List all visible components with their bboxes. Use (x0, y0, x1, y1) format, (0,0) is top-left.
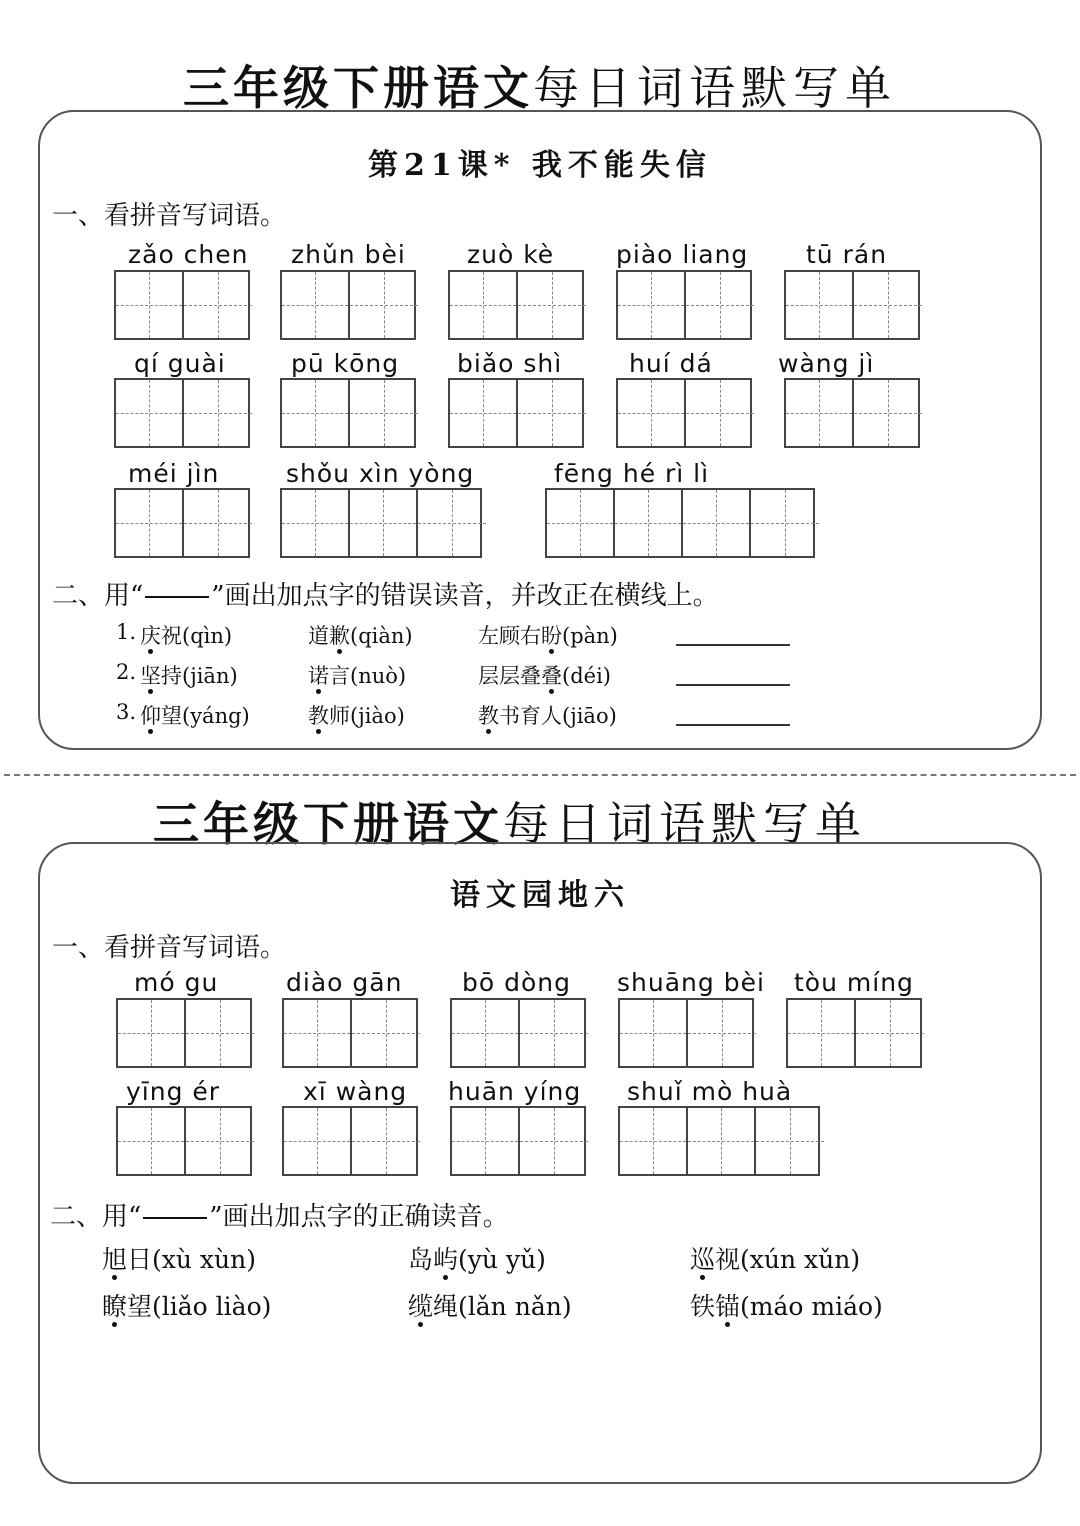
pinyin-label: xī wàng (303, 1077, 408, 1106)
char: 绳 (433, 1292, 459, 1321)
pinyin-label: pū kōng (291, 349, 400, 378)
pinyin-label: shuǐ mò huà (627, 1077, 793, 1106)
question-item (140, 620, 232, 650)
dotted-char: 巡 (690, 1245, 716, 1274)
pinyin-label: shǒu xìn yòng (286, 459, 475, 488)
writing-grid[interactable] (450, 1106, 586, 1176)
pinyin-label: zǎo chen (128, 240, 249, 269)
dotted-char: 瞭 (102, 1292, 128, 1321)
writing-grid[interactable] (114, 488, 250, 558)
dotted-char: 屿 (433, 1245, 459, 1274)
char: 道 (308, 624, 329, 648)
char: 岛 (408, 1245, 434, 1274)
writing-grid[interactable] (784, 378, 920, 448)
pinyin: (qiàn) (350, 624, 413, 648)
pinyin-choices[interactable]: (xù xùn) (152, 1245, 256, 1274)
question-item (140, 660, 238, 690)
pinyin-label: shuāng bèi (617, 968, 765, 997)
pinyin-label: mó gu (134, 968, 219, 997)
question-item (308, 620, 413, 650)
writing-grid[interactable] (114, 270, 250, 340)
writing-grid[interactable] (616, 378, 752, 448)
pinyin-label: qí guài (134, 349, 226, 378)
sheet1-section2-heading (52, 575, 719, 612)
dotted-char: 锚 (715, 1292, 741, 1321)
pinyin: (jiāo) (562, 704, 617, 728)
choice-item (408, 1287, 572, 1323)
sheet2-title-main: 三年级下册语文 (153, 797, 503, 851)
writing-grid[interactable] (618, 1106, 820, 1176)
pinyin-label: piào liang (616, 240, 749, 269)
char: 持 (161, 664, 182, 688)
question-number: 2. (116, 660, 137, 684)
pinyin-label: tòu míng (794, 968, 914, 997)
answer-blank[interactable] (676, 644, 790, 646)
char: 望 (161, 704, 182, 728)
question-item (308, 660, 406, 690)
char: 视 (715, 1245, 741, 1274)
dotted-char: 仰 (140, 704, 161, 728)
pinyin-label: bō dòng (462, 968, 571, 997)
cut-line (4, 774, 1076, 776)
dotted-char: 坚 (140, 664, 161, 688)
question-item (478, 700, 617, 730)
question-item (140, 700, 250, 730)
dotted-char: 叠 (541, 664, 562, 688)
sheet1-title-main: 三年级下册语文 (183, 61, 533, 115)
heading-part-a: 二、用“ (52, 581, 144, 611)
pinyin: (déi) (562, 664, 611, 688)
pinyin-choices[interactable]: (máo miáo) (740, 1292, 883, 1321)
sheet1-lesson-title: 第21课* 我不能失信 (368, 148, 712, 183)
writing-grid[interactable] (786, 998, 922, 1068)
underline-sample (145, 596, 209, 598)
writing-grid[interactable] (448, 378, 584, 448)
pinyin-label: biǎo shì (457, 349, 563, 378)
sheet1-section1-heading: 一、看拼音写词语。 (52, 201, 287, 231)
writing-grid[interactable] (282, 1106, 418, 1176)
dotted-char: 缆 (408, 1292, 434, 1321)
char: 铁 (690, 1292, 716, 1321)
writing-grid[interactable] (280, 488, 482, 558)
dotted-char: 诺 (308, 664, 329, 688)
question-number: 1. (116, 620, 137, 644)
answer-blank[interactable] (676, 684, 790, 686)
question-item (478, 620, 618, 650)
writing-grid[interactable] (448, 270, 584, 340)
sheet1-title (183, 52, 897, 118)
pinyin-label: wàng jì (778, 349, 875, 378)
heading-part-b: ”画出加点字的正确读音。 (209, 1202, 509, 1232)
dotted-char: 庆 (140, 624, 161, 648)
pinyin: (pàn) (562, 624, 618, 648)
char: 祝 (161, 624, 182, 648)
char: 日 (127, 1245, 153, 1274)
writing-grid[interactable] (616, 270, 752, 340)
choice-item (102, 1287, 271, 1323)
answer-blank[interactable] (676, 724, 790, 726)
heading-part-b: ”画出加点字的错误读音，并改正在横线上。 (211, 581, 719, 611)
pinyin-label: huān yíng (448, 1077, 582, 1106)
writing-grid[interactable] (116, 1106, 252, 1176)
pinyin-choices[interactable]: (yù yǔ) (458, 1245, 546, 1274)
writing-grid[interactable] (280, 270, 416, 340)
pinyin-label: yīng ér (126, 1077, 221, 1106)
pinyin: (jiào) (350, 704, 405, 728)
writing-grid[interactable] (280, 378, 416, 448)
question-number: 3. (116, 700, 137, 724)
pinyin: (nuò) (350, 664, 407, 688)
heading-part-a: 二、用“ (50, 1202, 142, 1232)
writing-grid[interactable] (784, 270, 920, 340)
dotted-char: 盼 (541, 624, 562, 648)
char: 左顾右 (478, 624, 541, 648)
choice-item (102, 1240, 256, 1276)
question-item (308, 700, 405, 730)
writing-grid[interactable] (545, 488, 815, 558)
pinyin-label: huí dá (629, 349, 713, 378)
dotted-char: 教 (308, 704, 329, 728)
pinyin-label: zuò kè (467, 240, 555, 269)
writing-grid[interactable] (282, 998, 418, 1068)
char: 望 (127, 1292, 153, 1321)
dotted-char: 旭 (102, 1245, 128, 1274)
pinyin: (qìn) (182, 624, 233, 648)
char: 师 (329, 704, 350, 728)
sheet2-section2-heading (50, 1196, 509, 1233)
pinyin-choices[interactable]: (lǎn nǎn) (458, 1292, 572, 1321)
pinyin: (jiān) (182, 664, 238, 688)
dotted-char: 教 (478, 704, 499, 728)
dotted-char: 歉 (329, 624, 350, 648)
pinyin-label: zhǔn bèi (291, 240, 406, 269)
writing-grid[interactable] (450, 998, 586, 1068)
char: 书育人 (499, 704, 562, 728)
writing-grid[interactable] (618, 998, 754, 1068)
pinyin-label: tū rán (806, 240, 888, 269)
sheet2-lesson-title: 语文园地六 (450, 878, 630, 913)
choice-item (408, 1240, 546, 1276)
pinyin-choices[interactable]: (xún xǔn) (740, 1245, 861, 1274)
char: 层层叠 (478, 664, 541, 688)
pinyin-choices[interactable]: (liǎo liào) (152, 1292, 272, 1321)
pinyin: (yáng) (182, 704, 250, 728)
writing-grid[interactable] (114, 378, 250, 448)
choice-item (690, 1287, 883, 1323)
sheet1-title-sub: 每日词语默写单 (533, 61, 897, 115)
question-item (478, 660, 611, 690)
pinyin-label: fēng hé rì lì (554, 459, 710, 488)
sheet2-section1-heading: 一、看拼音写词语。 (52, 933, 287, 963)
choice-item (690, 1240, 860, 1276)
sheet2-title-sub: 每日词语默写单 (503, 797, 867, 851)
pinyin-label: méi jìn (128, 459, 220, 488)
pinyin-label: diào gān (286, 968, 403, 997)
writing-grid[interactable] (116, 998, 252, 1068)
underline-sample (143, 1217, 207, 1219)
char: 言 (329, 664, 350, 688)
